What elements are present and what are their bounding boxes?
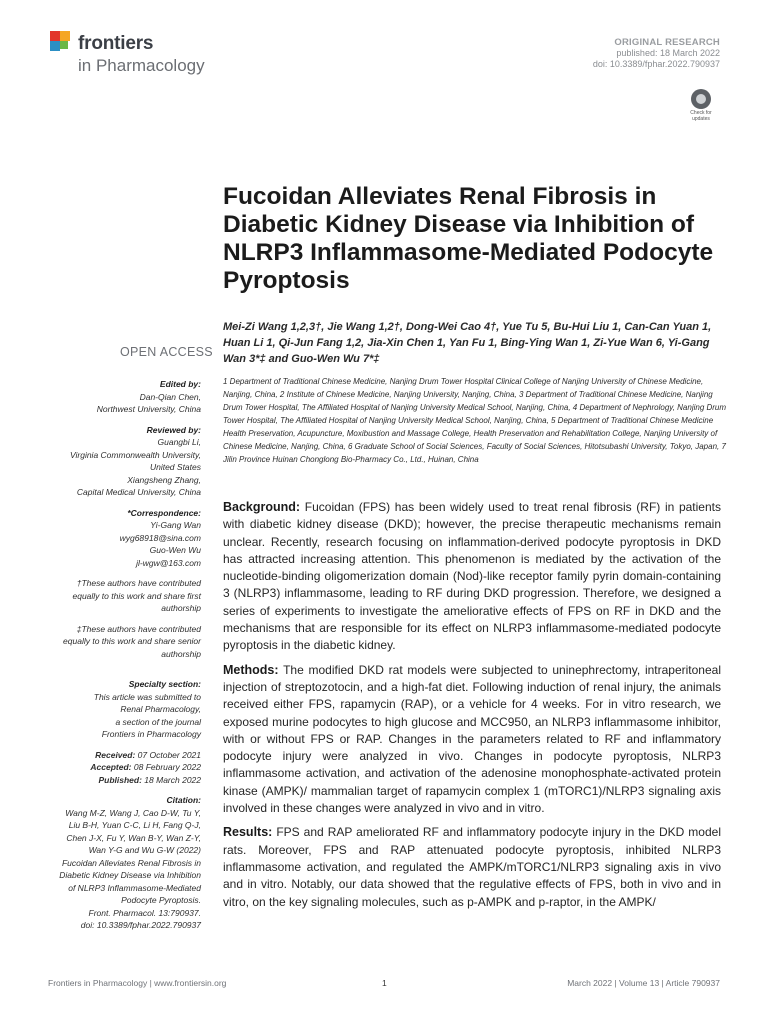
senior-authorship-note: equally to this work and share senior	[63, 636, 201, 646]
corresponding-author-name: Guo-Wen Wu	[149, 545, 201, 555]
specialty-heading: Specialty section:	[128, 679, 201, 689]
citation-line: Diabetic Kidney Disease via Inhibition	[59, 870, 201, 880]
open-access-label: OPEN ACCESS	[120, 345, 213, 359]
background-heading: Background:	[223, 500, 301, 514]
specialty-text: a section of the journal	[115, 716, 201, 727]
specialty-text: This article was submitted to	[93, 691, 201, 702]
senior-authorship-note: authorship	[161, 648, 201, 659]
citation-line: Wan Y-G and Wu G-W (2022)	[88, 845, 201, 855]
specialty-text: Frontiers in Pharmacology	[101, 729, 201, 739]
citation-doi[interactable]: doi: 10.3389/fphar.2022.790937	[80, 920, 201, 930]
published-value: 18 March 2022	[144, 774, 201, 785]
check-updates-label: Check for updates	[690, 110, 712, 122]
accepted-date	[38, 761, 201, 774]
citation-heading: Citation:	[166, 795, 201, 805]
first-authorship-note: equally to this work and share first	[72, 590, 201, 601]
accepted-label: Accepted:	[90, 762, 132, 772]
reviewer-affiliation: Capital Medical University, China	[76, 487, 201, 497]
article-meta	[593, 37, 720, 70]
methods-text: The modified DKD rat models were subjected to uninephrectomy, intraperitoneal injection of streptozotocin, and a high-fat diet. Following induction of renal injury, the animals received either FPS, rapamycin (RAP), or a vehicle for 4 weeks. For in vitro research, we exposed murine podocytes to high glucose and MCC950, an NLRP3 inflammasome inhibitor, with or without FPS or RAP. Changes in the parameters related to RF and inflammatory podocyte injury were analyzed in vivo. Changes in podocyte pyroptosis, NLRP3 inflammasome activation, and activation of the adenosine monophosphate-activated protein kinase (AMPK)/ mammalian target of rapamycin complex 1 (mTORC1)/NLRP3 signaling axis involved in these changes were analyzed in vivo and in vitro.	[223, 662, 721, 816]
editor-affiliation: Northwest University, China	[96, 404, 201, 414]
citation-line: Liu B-H, Yuan C-C, Li H, Fang Q-J,	[68, 820, 201, 830]
results-heading: Results:	[223, 825, 273, 840]
abstract-background	[223, 499, 721, 655]
abstract-methods	[223, 662, 721, 818]
article-title: Fucoidan Alleviates Renal Fibrosis in Diabetic Kidney Disease via Inhibition of NLRP3 Inflammasome-Mediated Podocyte Pyroptosis	[223, 183, 714, 294]
first-authorship-note: †These authors have contributed	[76, 578, 201, 588]
citation-line: Front. Pharmacol. 13:790937.	[88, 907, 201, 918]
article-sidebar	[38, 378, 201, 932]
author-list: Mei-Zi Wang 1,2,3†, Jie Wang 1,2†, Dong-Wei Cao 4†, Yue Tu 5, Bu-Hui Liu 1, Can-Can Yuan 1, Huan Li 1, Qi-Jun Fang 1,2, Jia-Xin Chen 1, Yan Fu 1, Bing-Ying Wan 1, Zi-Yue Wan 6, Yi-Gang Wan 3*‡ and Guo-Wen Wu 7*‡	[223, 321, 712, 365]
background-text: Fucoidan (FPS) has been widely used to treat renal fibrosis (RF) in patients with diabetic kidney disease (DKD); however, the precise therapeutic mechanisms remain unclear. Recently, research focusing on inflammation-derived podocyte pyroptosis in DKD has attracted increasing attention. This phenomenon is mediated by the activation of the nucleotide-binding oligomerization domain (Nod)-like receptor family pyrin domain-containing 3 (NLRP3) inflammasome, leading to RF during DKD progression. Therefore, we designed a series of experiments to investigate the ameliorative effects of FPS on RF in DKD and the mechanisms that are responsible for its effect on NLRP3 inflammasome-mediated podocyte pyroptosis in the diabetic kidney.	[223, 500, 721, 653]
edited-by-heading: Edited by:	[159, 379, 201, 389]
received-label: Received:	[95, 749, 136, 760]
senior-authorship-note: ‡These authors have contributed	[76, 623, 201, 634]
received-date	[38, 749, 201, 762]
citation-line: Fucoidan Alleviates Renal Fibrosis in	[61, 857, 201, 868]
corresponding-author-email[interactable]: wyg68918@sina.com	[119, 532, 201, 543]
reviewer-name: Xiangsheng Zhang,	[127, 474, 201, 485]
footer-journal-link[interactable]: Frontiers in Pharmacology | www.frontiersin.org	[48, 978, 227, 988]
logo-journal-text: in Pharmacology	[78, 56, 205, 75]
correspondence-heading: *Correspondence:	[127, 507, 201, 518]
published-date: published: 18 March 2022	[616, 48, 720, 58]
page-number: 1	[382, 978, 387, 988]
crossmark-icon	[691, 89, 711, 109]
methods-heading: Methods:	[223, 662, 279, 677]
check-for-updates-badge[interactable]	[683, 89, 719, 127]
reviewed-by-heading: Reviewed by:	[146, 424, 201, 435]
reviewer-affiliation: United States	[149, 462, 201, 472]
affiliations: 1 Department of Traditional Chinese Medicine, Nanjing Drum Tower Hospital Clinical College of Nanjing University of Chinese Medicine, Nanjing, China, 2 Institute of Chinese Medicine, Nanjing University, Nanjing, China, 3 Department of Traditional Chinese Medicine, Nanjing Drum Tower Hospital, The Affiliated Hospital of Nanjing University Medical School, Nanjing, China, 4 Department of Nephrology, Nanjing Drum Tower Hospital, The Affiliated Hospital of Nanjing University Medical School, Nanjing, China, 5 Department of Traditional Chinese Medicine Health Preservation, Acupuncture, Moxibustion and Massage College, Health Preservation and Rehabilitation College, Nanjing University of Chinese Medicine, Nanjing, China, 6 Graduate School of Social Sciences, Faculty of Social Sciences, Hitotsubashi University, Tokyo, Japan, 7 Jilin Province Huinan Chonglong Bio-Pharmacy Co., Ltd., Huinan, China	[223, 377, 727, 464]
abstract-results	[223, 824, 721, 910]
editor-name: Dan-Qian Chen,	[139, 391, 201, 402]
accepted-value: 08 February 2022	[133, 762, 201, 772]
citation-line: Podocyte Pyroptosis.	[121, 895, 201, 905]
logo-frontiers-text: frontiers	[78, 33, 154, 54]
frontiers-logo-icon	[48, 29, 74, 55]
published-date-side	[38, 774, 201, 787]
published-label: Published:	[98, 774, 142, 785]
footer-issue-info: March 2022 | Volume 13 | Article 790937	[567, 978, 720, 988]
reviewer-affiliation: Virginia Commonwealth University,	[69, 449, 201, 460]
abstract	[223, 499, 721, 918]
received-value: 07 October 2021	[137, 749, 201, 760]
corresponding-author-email[interactable]: jl-wgw@163.com	[136, 557, 201, 568]
results-text: FPS and RAP ameliorated RF and inflammatory podocyte injury in the DKD model rats. Moreover, FPS and RAP attenuated podocyte pyroptosis, inhibited NLRP3 inflammasome activation, and regulated the AMPK/mTORC1/NLRP3 signaling axis in vivo and in vitro. Notably, our data showed that the regulative effects of FPS, both in vivo and in vitro, on the key signaling molecules, such as p-AMPK and p-raptor, in the AMPK/	[223, 825, 721, 909]
specialty-text: Renal Pharmacology,	[120, 704, 201, 714]
citation-line: Wang M-Z, Wang J, Cao D-W, Tu Y,	[65, 807, 201, 818]
citation-line: of NLRP3 Inflammasome-Mediated	[68, 882, 201, 893]
first-authorship-note: authorship	[161, 603, 201, 613]
corresponding-author-name: Yi-Gang Wan	[150, 520, 201, 530]
article-doi[interactable]: doi: 10.3389/fphar.2022.790937	[592, 59, 720, 69]
article-type: ORIGINAL RESEARCH	[614, 37, 720, 48]
reviewer-name: Guangbi Li,	[157, 437, 201, 447]
citation-line: Chen J-X, Fu Y, Wan B-Y, Wan Z-Y,	[66, 832, 201, 843]
